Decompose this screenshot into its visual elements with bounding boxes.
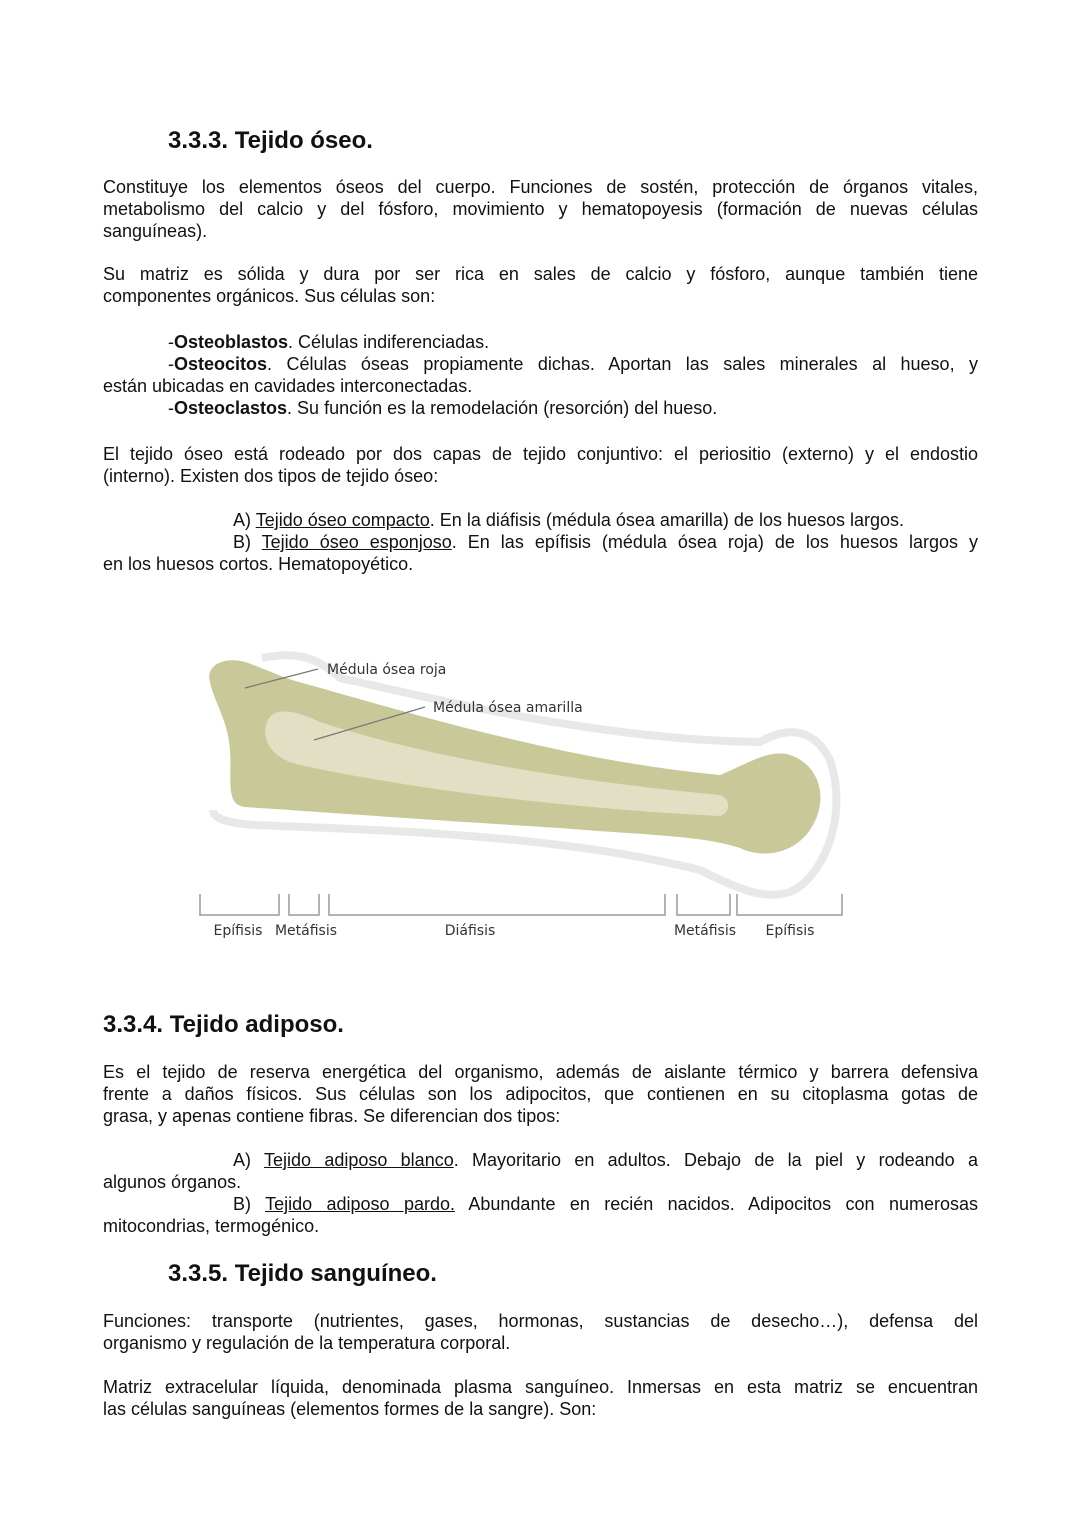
definition-text: . Mayoritario en adultos. Debajo de la piel y rodeando a — [453, 1150, 978, 1170]
text-line: grasa, y apenas contiene fibras. Se diferencian dos tipos: — [103, 1106, 561, 1126]
adipose-types-list — [103, 1149, 978, 1237]
paragraph-oseo-matriz — [103, 263, 978, 307]
paragraph-oseo-capas — [103, 443, 978, 487]
paragraph-adiposo-intro — [103, 1061, 978, 1127]
list-marker: A) — [233, 1150, 264, 1170]
text-line: Constituye los elementos óseos del cuerpo. Funciones de sostén, protección de órganos vitales, — [103, 177, 978, 197]
text-line: organismo y regulación de la temperatura corporal. — [103, 1333, 511, 1353]
list-item-osteoblastos: -Osteoblastos. Células indiferenciadas. — [168, 332, 490, 352]
paragraph-oseo-intro — [103, 176, 978, 242]
term-osteoblastos: Osteoblastos — [174, 332, 289, 352]
list-item-pardo — [103, 1193, 978, 1215]
definition-text: . En la diáfisis (médula ósea amarilla) de los huesos largos. — [429, 510, 905, 530]
term-osteoclastos: Osteoclastos — [174, 398, 288, 418]
list-marker: B) — [233, 532, 262, 552]
definition-text: Abundante en recién nacidos. Adipocitos con numerosas — [454, 1194, 979, 1214]
text-line: frente a daños físicos. Sus células son los adipocitos, que contienen en su citoplasma gotas de — [103, 1084, 978, 1104]
text-line: Es el tejido de reserva energética del organismo, además de aislante térmico y barrera defensiva — [103, 1062, 978, 1082]
bracket-epifisis-left — [200, 894, 279, 915]
definition-text: . Células óseas propiamente dichas. Aportan las sales minerales al hueso, y — [267, 354, 978, 374]
heading-tejido-adiposo: 3.3.4. Tejido adiposo. — [103, 1011, 344, 1038]
definition-text: . En las epífisis (médula ósea roja) de los huesos largos y — [451, 532, 978, 552]
segment-label: Epífisis — [765, 923, 815, 939]
segment-label: Metáfisis — [673, 923, 737, 939]
list-item-compacto — [103, 509, 978, 531]
term-blanco: Tejido adiposo blanco — [263, 1150, 454, 1170]
text-line: algunos órganos. — [103, 1172, 242, 1192]
label-medula-roja: Médula ósea roja — [327, 662, 447, 678]
segment-brackets — [200, 894, 842, 915]
list-marker: A) — [233, 510, 256, 530]
list-marker: B) — [233, 1194, 266, 1214]
text-line: están ubicadas en cavidades interconectadas. — [103, 376, 473, 396]
list-item-esponjoso — [103, 531, 978, 553]
bracket-epifisis-right — [737, 894, 842, 915]
bracket-metafisis-left — [289, 894, 319, 915]
text-line: Funciones: transporte (nutrientes, gases, hormonas, sustancias de desecho…), defensa del — [103, 1311, 978, 1331]
cell-list — [103, 331, 978, 419]
bone-diagram — [0, 630, 1080, 960]
text-line: mitocondrias, termogénico. — [103, 1216, 320, 1236]
list-item-osteocitos: -Osteocitos. Células óseas propiamente dichas. Aportan las sales minerales al hueso, y — [168, 354, 978, 374]
text-line: sanguíneas). — [103, 221, 208, 241]
text-line: Matriz extracelular líquida, denominada plasma sanguíneo. Inmersas en esta matriz se encuentran — [103, 1377, 978, 1397]
definition-text: . Células indiferenciadas. — [288, 332, 490, 352]
list-item-blanco — [103, 1149, 978, 1171]
paragraph-sanguineo-funciones — [103, 1310, 978, 1354]
definition-text: . Su función es la remodelación (resorción) del hueso. — [287, 398, 718, 418]
text-line: componentes orgánicos. Sus células son: — [103, 286, 436, 306]
term-compacto: Tejido óseo compacto — [255, 510, 430, 530]
segment-label: Epífisis — [213, 923, 263, 939]
bone-types-list — [103, 509, 978, 575]
text-line: metabolismo del calcio y del fósforo, movimiento y hematopoyesis (formación de nuevas células — [103, 199, 978, 219]
bracket-metafisis-right — [677, 894, 730, 915]
segment-label: Diáfisis — [444, 923, 496, 939]
text-line: El tejido óseo está rodeado por dos capas de tejido conjuntivo: el periositio (externo) y el endostio — [103, 444, 978, 464]
term-pardo: Tejido adiposo pardo. — [265, 1194, 455, 1214]
text-line: en los huesos cortos. Hematopoyético. — [103, 554, 414, 574]
heading-tejido-oseo: 3.3.3. Tejido óseo. — [168, 127, 373, 154]
paragraph-sanguineo-matriz — [103, 1376, 978, 1420]
label-medula-amarilla: Médula ósea amarilla — [433, 700, 583, 716]
segment-label: Metáfisis — [274, 923, 338, 939]
text-line: (interno). Existen dos tipos de tejido óseo: — [103, 466, 439, 486]
heading-tejido-sanguineo: 3.3.5. Tejido sanguíneo. — [168, 1260, 437, 1287]
term-esponjoso: Tejido óseo esponjoso — [261, 532, 452, 552]
text-line: Su matriz es sólida y dura por ser rica en sales de calcio y fósforo, aunque también tiene — [103, 264, 978, 284]
list-item-osteoclastos: -Osteoclastos. Su función es la remodelación (resorción) del hueso. — [168, 398, 718, 418]
term-osteocitos: Osteocitos — [174, 354, 268, 374]
bracket-diafisis — [329, 894, 665, 915]
text-line: las células sanguíneas (elementos formes de la sangre). Son: — [103, 1399, 597, 1419]
